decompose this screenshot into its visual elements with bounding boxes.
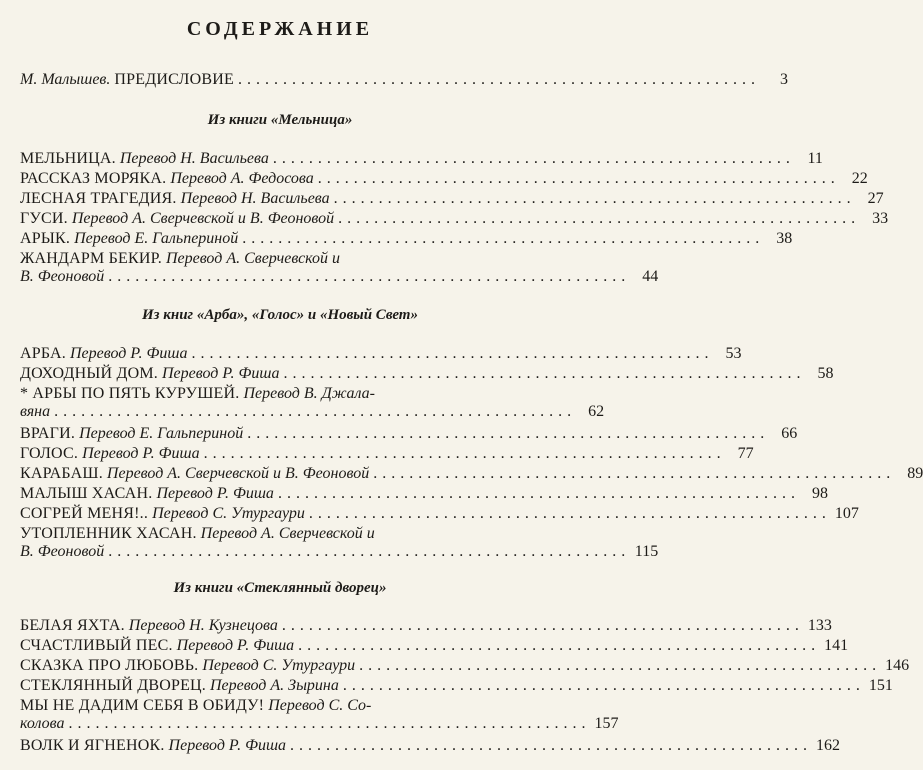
translator: Перевод Р. Фиша <box>176 637 295 654</box>
toc-entry <box>20 617 832 635</box>
page-number: 11 <box>807 150 823 167</box>
story-title: АРБА. <box>20 345 66 362</box>
toc-entry <box>20 150 823 168</box>
story-title: МЕЛЬНИЦА. <box>20 150 116 167</box>
toc-entry <box>20 170 868 188</box>
page-number: 22 <box>851 170 868 187</box>
translator: Перевод Н. Кузнецова <box>128 617 278 634</box>
toc-entry <box>20 657 910 675</box>
toc-entry <box>20 250 659 286</box>
story-title: ГОЛОС. <box>20 445 79 462</box>
toc-entry <box>20 697 619 733</box>
toc-entry <box>20 230 793 248</box>
page-number: 77 <box>737 445 754 462</box>
leader-dots: .......................................................... <box>108 543 631 560</box>
leader-dots: .......................................................... <box>237 71 760 88</box>
page-number: 44 <box>642 268 659 285</box>
story-title: БЕЛАЯ ЯХТА. <box>20 617 125 634</box>
translator: Перевод Н. Васильева <box>119 150 269 167</box>
page-number: 33 <box>872 210 889 227</box>
translator: Перевод С. Утургаури <box>202 657 356 674</box>
preface-author: М. Малышев. <box>20 71 111 88</box>
toc-entry <box>20 445 754 463</box>
story-title: ЛЕСНАЯ ТРАГЕДИЯ. <box>20 190 177 207</box>
toc-entry <box>20 525 659 561</box>
translator: Перевод А. Сверчевской и В. Феоновой <box>71 210 335 227</box>
page-number: 107 <box>834 505 859 522</box>
section-heading: Из книги «Мельница» <box>207 112 353 128</box>
toc-entry <box>20 425 798 443</box>
leader-dots: .......................................................... <box>68 715 591 732</box>
leader-dots: .......................................................... <box>359 657 882 674</box>
leader-dots: .......................................................... <box>272 150 795 167</box>
leader-dots: .......................................................... <box>247 425 770 442</box>
page-number: 151 <box>868 677 893 694</box>
leader-dots: .......................................................... <box>317 170 840 187</box>
story-title: РАССКАЗ МОРЯКА. <box>20 170 167 187</box>
toc-entry <box>20 345 742 363</box>
toc-entry <box>20 190 884 208</box>
page-number: 53 <box>725 345 742 362</box>
page-number: 146 <box>885 657 910 674</box>
leader-dots: .......................................................... <box>290 737 813 754</box>
translator: Перевод Р. Фиша <box>82 445 200 462</box>
leader-dots: .......................................................... <box>373 465 896 482</box>
page-number: 38 <box>776 230 793 247</box>
page-number: 133 <box>807 617 832 634</box>
translator: Перевод А. Зырина <box>210 677 339 694</box>
translator: Перевод Е. Гальпериной <box>74 230 239 247</box>
story-title: ДОХОДНЫЙ ДОМ. <box>20 365 158 382</box>
section-heading: Из книг «Арба», «Голос» и «Новый Свет» <box>142 307 418 323</box>
page-number: 157 <box>594 715 619 732</box>
leader-dots: .......................................................... <box>108 268 631 285</box>
page-number: 98 <box>811 485 828 502</box>
story-title: * АРБЫ ПО ПЯТЬ КУРУШЕЙ. <box>20 385 240 402</box>
translator: Перевод С. Со- <box>268 697 372 714</box>
toc-entry <box>20 737 841 755</box>
page-number: 89 <box>907 465 923 482</box>
leader-dots: .......................................................... <box>333 190 856 207</box>
translator: Перевод Р. Фиша <box>162 365 280 382</box>
story-title: АРЫК. <box>20 230 71 247</box>
toc-entry <box>20 677 893 695</box>
story-title: СЧАСТЛИВЫЙ ПЕС. <box>20 637 173 654</box>
toc-entry <box>20 365 834 383</box>
leader-dots: .......................................................... <box>191 345 714 362</box>
page-number: 62 <box>588 403 605 420</box>
story-title: ВОЛК И ЯГНЕНОК. <box>20 737 165 754</box>
toc-entry <box>20 465 923 483</box>
translator: Перевод В. Джала- <box>243 385 375 402</box>
leader-dots: .......................................................... <box>203 445 726 462</box>
story-title: СОГРЕЙ МЕНЯ!.. <box>20 505 149 522</box>
story-title: МЫ НЕ ДАДИМ СЕБЯ В ОБИДУ! <box>20 697 265 714</box>
translator: Перевод Е. Гальпериной <box>79 425 244 442</box>
leader-dots: .......................................................... <box>54 403 577 420</box>
preface-entry <box>20 71 788 89</box>
leader-dots: .......................................................... <box>283 365 806 382</box>
translator: Перевод А. Сверчевской и <box>165 250 341 267</box>
page-number: 3 <box>779 71 788 88</box>
leader-dots: .......................................................... <box>308 505 831 522</box>
leader-dots: .......................................................... <box>242 230 765 247</box>
translator: Перевод Р. Фиша <box>69 345 188 362</box>
leader-dots: .......................................................... <box>298 637 821 654</box>
page-number: 58 <box>817 365 834 382</box>
leader-dots: .......................................................... <box>281 617 804 634</box>
toc-entry <box>20 210 889 228</box>
translator-continued: колова <box>20 715 65 732</box>
story-title: ГУСИ. <box>20 210 68 227</box>
page-number: 115 <box>634 543 659 560</box>
leader-dots: .......................................................... <box>342 677 865 694</box>
translator-continued: В. Феоновой <box>20 543 105 560</box>
leader-dots: .......................................................... <box>277 485 800 502</box>
leader-dots: .......................................................... <box>338 210 861 227</box>
page-number: 27 <box>867 190 884 207</box>
page-number: 141 <box>824 637 849 654</box>
toc-entry <box>20 505 859 523</box>
story-title: СКАЗКА ПРО ЛЮБОВЬ. <box>20 657 199 674</box>
translator: Перевод Р. Фиша <box>156 485 274 502</box>
page-number: 66 <box>781 425 798 442</box>
translator: Перевод А. Сверчевской и <box>200 525 375 542</box>
translator: Перевод Н. Васильева <box>180 190 330 207</box>
story-title: КАРАБАШ. <box>20 465 103 482</box>
story-title: УТОПЛЕННИК ХАСАН. <box>20 525 197 542</box>
story-title: ЖАНДАРМ БЕКИР. <box>20 250 162 267</box>
page-title: СОДЕРЖАНИЕ <box>186 18 374 40</box>
section-heading: Из книги «Стеклянный дворец» <box>173 580 387 596</box>
translator: Перевод С. Утургаури <box>152 505 305 522</box>
toc-entry <box>20 485 828 503</box>
toc-entry <box>20 385 605 421</box>
translator-continued: вяна <box>20 403 51 420</box>
story-title: МАЛЫШ ХАСАН. <box>20 485 153 502</box>
translator: Перевод А. Сверчевской и В. Феоновой <box>106 465 370 482</box>
page-number: 162 <box>816 737 841 754</box>
story-title: ВРАГИ. <box>20 425 76 442</box>
translator-continued: В. Феоновой <box>20 268 105 285</box>
story-title: СТЕКЛЯННЫЙ ДВОРЕЦ. <box>20 677 206 694</box>
preface-title: ПРЕДИСЛОВИЕ <box>114 71 234 88</box>
toc-entry <box>20 637 849 655</box>
translator: Перевод А. Федосова <box>170 170 314 187</box>
translator: Перевод Р. Фиша <box>168 737 287 754</box>
